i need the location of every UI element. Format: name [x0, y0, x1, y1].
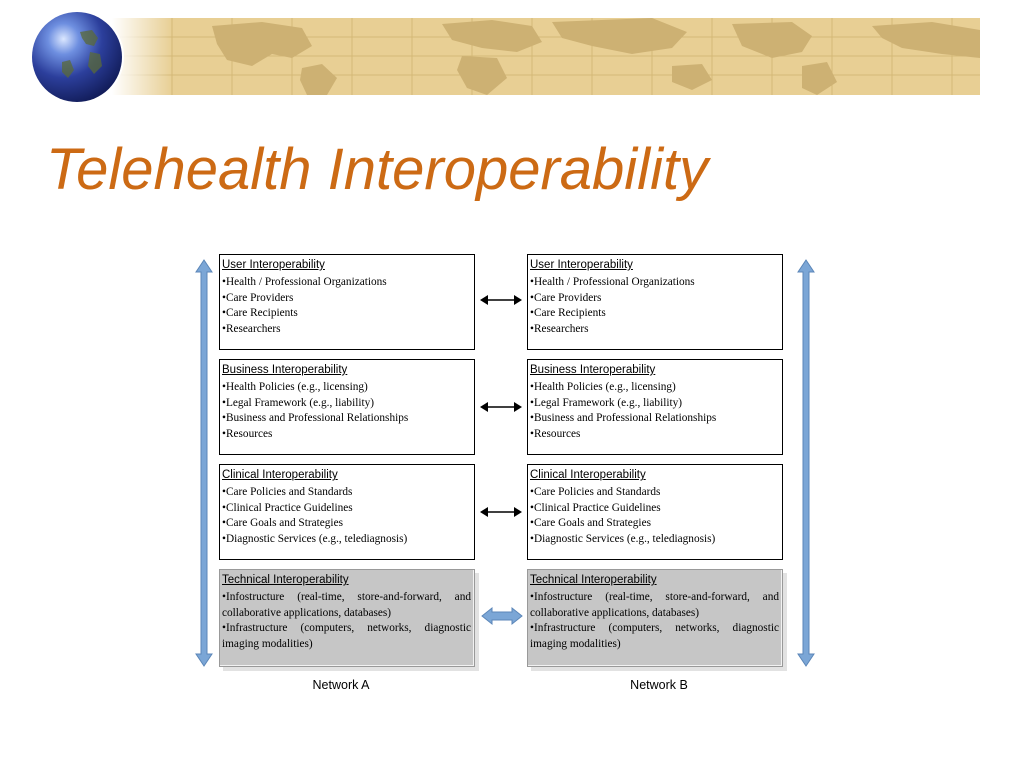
list-item: • Health Policies (e.g., licensing) — [530, 380, 779, 396]
list-item: • Infostructure (real-time, store-and-forward, and collaborative applications, databases) — [222, 590, 471, 621]
network-b-user-box — [527, 254, 783, 350]
network-b-clinical-box — [527, 464, 783, 560]
layer-title: Technical Interoperability — [222, 574, 349, 586]
list-item: • Health / Professional Organizations — [530, 275, 779, 291]
list-item: • Researchers — [530, 322, 779, 338]
network-b-technical-box — [527, 569, 783, 667]
list-item: • Care Goals and Strategies — [222, 516, 471, 532]
layer-title: User Interoperability — [530, 259, 633, 271]
list-item: • Infrastructure (computers, networks, diagnostic imaging modalities) — [222, 621, 471, 652]
list-item: • Care Providers — [222, 291, 471, 307]
network-a-label: Network A — [312, 678, 370, 692]
layer-title: Clinical Interoperability — [222, 469, 338, 481]
network-a-user-box — [219, 254, 475, 350]
list-item: • Care Recipients — [222, 306, 471, 322]
layer-title: Business Interoperability — [222, 364, 348, 376]
network-a-clinical-box — [219, 464, 475, 560]
list-item: • Clinical Practice Guidelines — [530, 501, 779, 517]
world-map-banner — [112, 18, 980, 95]
list-item: • Resources — [222, 427, 471, 443]
list-item: • Infrastructure (computers, networks, diagnostic imaging modalities) — [530, 621, 779, 652]
network-b-label: Network B — [630, 678, 688, 692]
list-item: • Care Policies and Standards — [530, 485, 779, 501]
network-a-technical-box — [219, 569, 475, 667]
list-item: • Resources — [530, 427, 779, 443]
layer-title: Clinical Interoperability — [530, 469, 646, 481]
list-item: • Business and Professional Relationships — [530, 411, 779, 427]
list-item: • Legal Framework (e.g., liability) — [222, 396, 471, 412]
list-item: • Diagnostic Services (e.g., telediagnosis) — [222, 532, 471, 548]
list-item: • Diagnostic Services (e.g., telediagnosis) — [530, 532, 779, 548]
list-item: • Care Goals and Strategies — [530, 516, 779, 532]
list-item: • Care Providers — [530, 291, 779, 307]
list-item: • Health / Professional Organizations — [222, 275, 471, 291]
list-item: • Business and Professional Relationships — [222, 411, 471, 427]
list-item: • Legal Framework (e.g., liability) — [530, 396, 779, 412]
list-item: • Health Policies (e.g., licensing) — [222, 380, 471, 396]
network-b-business-box — [527, 359, 783, 455]
technical-link-arrow — [481, 606, 523, 626]
layer-title: User Interoperability — [222, 259, 325, 271]
vertical-double-arrow-left — [194, 258, 214, 668]
list-item: • Researchers — [222, 322, 471, 338]
network-a-business-box — [219, 359, 475, 455]
list-item: • Clinical Practice Guidelines — [222, 501, 471, 517]
layer-title: Technical Interoperability — [530, 574, 657, 586]
layer-title: Business Interoperability — [530, 364, 656, 376]
vertical-double-arrow-right — [796, 258, 816, 668]
user-link-arrow — [480, 292, 522, 308]
list-item: • Infostructure (real-time, store-and-forward, and collaborative applications, databases) — [530, 590, 779, 621]
slide-title: Telehealth Interoperability — [46, 137, 709, 202]
list-item: • Care Recipients — [530, 306, 779, 322]
list-item: • Care Policies and Standards — [222, 485, 471, 501]
business-link-arrow — [480, 399, 522, 415]
clinical-link-arrow — [480, 504, 522, 520]
globe-continents — [32, 12, 122, 102]
